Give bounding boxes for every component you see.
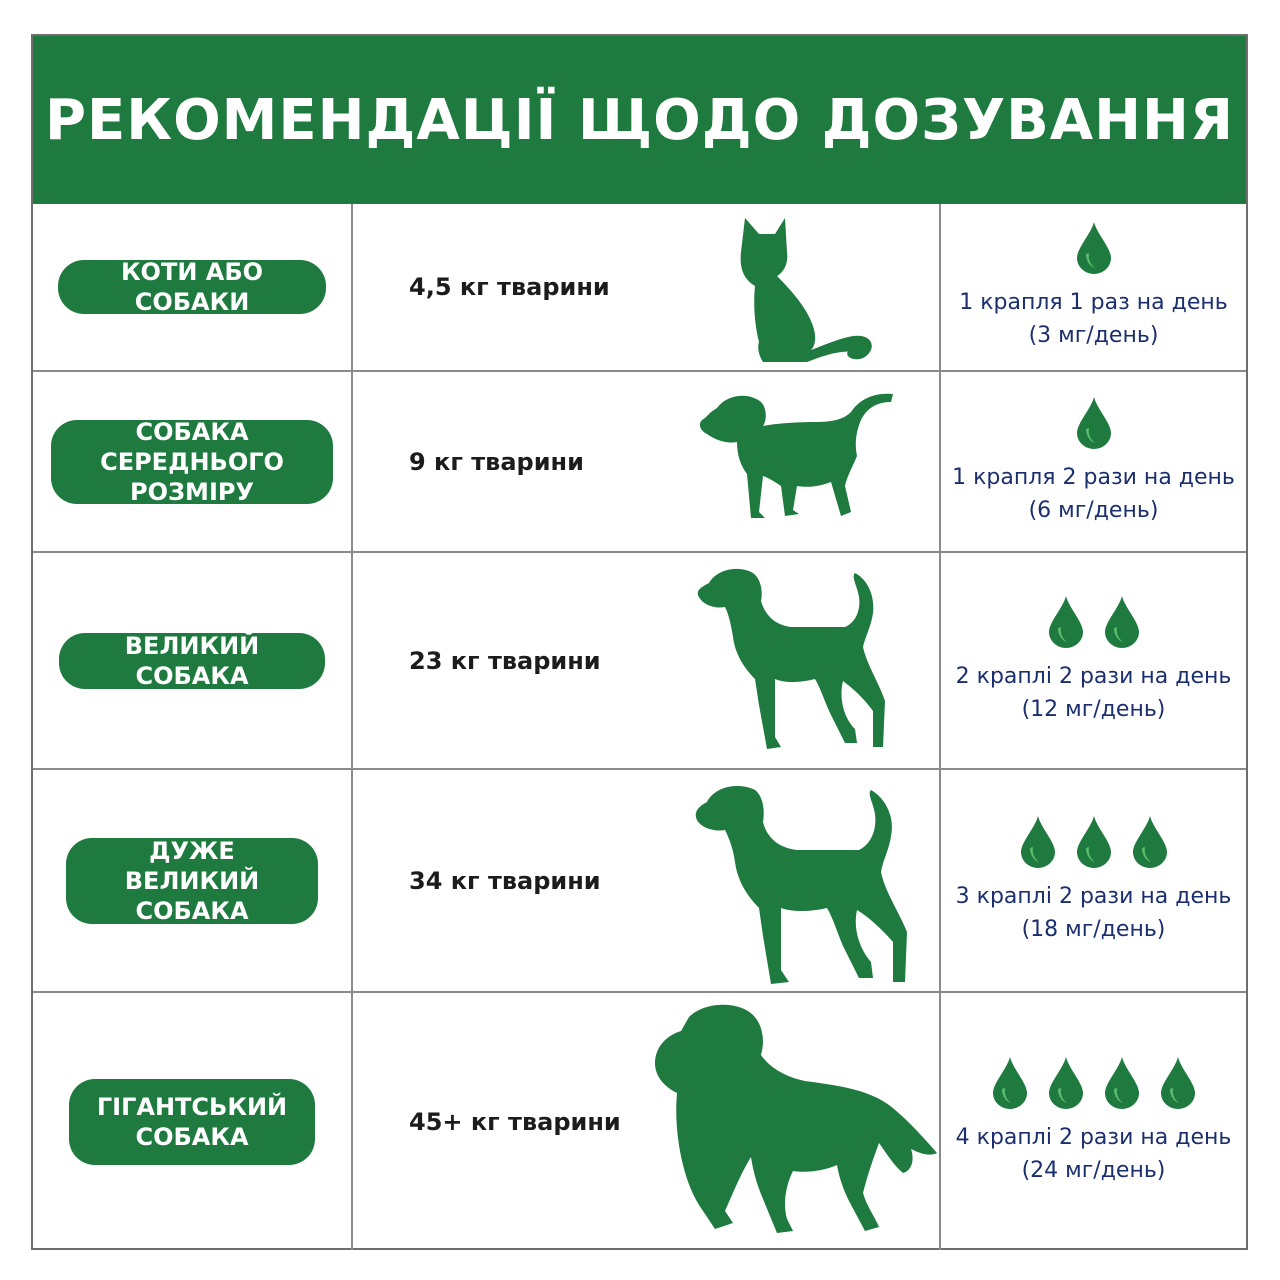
- weight-label: 45+ кг тварини: [409, 1107, 621, 1136]
- category-badge: КОТИ АБО СОБАКИ: [58, 260, 326, 314]
- drop-icon: [1077, 397, 1111, 449]
- category-badge: ВЕЛИКИЙ СОБАКА: [59, 633, 325, 689]
- dose-mg: (18 мг/день): [1021, 916, 1166, 942]
- drops-group: [1077, 222, 1111, 274]
- dose-instruction: 1 крапля 1 раз на день: [959, 290, 1228, 315]
- category-cell: [33, 993, 353, 1250]
- dose-cell: [941, 372, 1246, 553]
- category-cell: [33, 553, 353, 770]
- dosage-table-frame: [31, 34, 1248, 1250]
- drop-icon: [1105, 596, 1139, 648]
- weight-cell: [353, 204, 941, 372]
- header-banner: [33, 36, 1246, 204]
- weight-label: 34 кг тварини: [409, 866, 601, 895]
- dose-cell: [941, 204, 1246, 372]
- drops-group: [993, 1057, 1195, 1109]
- giant-dog-silhouette-icon: [653, 1001, 939, 1237]
- weight-label: 23 кг тварини: [409, 646, 601, 675]
- drops-group: [1077, 397, 1111, 449]
- very-large-dog-silhouette-icon: [693, 782, 911, 986]
- drop-icon: [1133, 816, 1167, 868]
- weight-label: 4,5 кг тварини: [409, 273, 610, 301]
- weight-label: 9 кг тварини: [409, 447, 584, 476]
- drop-icon: [1049, 596, 1083, 648]
- category-badge: СОБАКА СЕРЕДНЬОГО РОЗМІРУ: [51, 420, 333, 504]
- dose-instruction: 1 крапля 2 рази на день: [952, 464, 1235, 490]
- medium-dog-silhouette-icon: [697, 390, 897, 524]
- dose-cell: [941, 553, 1246, 770]
- dose-mg: (6 мг/день): [1028, 497, 1159, 523]
- drop-icon: [1161, 1057, 1195, 1109]
- page-title: РЕКОМЕНДАЦІЇ ЩОДО ДОЗУВАННЯ: [45, 87, 1234, 153]
- drop-icon: [993, 1057, 1027, 1109]
- drop-icon: [1077, 222, 1111, 274]
- dose-mg: (3 мг/день): [1028, 323, 1159, 348]
- dose-instruction: 3 краплі 2 рази на день: [955, 883, 1232, 909]
- category-badge: ДУЖЕ ВЕЛИКИЙ СОБАКА: [66, 838, 318, 924]
- drop-icon: [1021, 816, 1055, 868]
- drop-icon: [1077, 816, 1111, 868]
- weight-cell: [353, 372, 941, 553]
- dose-mg: (24 мг/день): [1021, 1157, 1166, 1183]
- dose-instruction: 4 краплі 2 рази на день: [955, 1124, 1232, 1150]
- large-dog-silhouette-icon: [695, 565, 891, 753]
- drops-group: [1021, 816, 1167, 868]
- weight-cell: [353, 993, 941, 1250]
- drop-icon: [1049, 1057, 1083, 1109]
- dose-cell: [941, 993, 1246, 1250]
- dose-mg: (12 мг/день): [1021, 696, 1166, 722]
- dose-instruction: 2 краплі 2 рази на день: [955, 663, 1232, 689]
- category-cell: [33, 204, 353, 372]
- dose-cell: [941, 770, 1246, 993]
- cat-silhouette-icon: [735, 214, 875, 364]
- category-cell: [33, 770, 353, 993]
- weight-cell: [353, 770, 941, 993]
- category-badge: ГІГАНТСЬКИЙ СОБАКА: [69, 1079, 315, 1165]
- drop-icon: [1105, 1057, 1139, 1109]
- dosage-grid: [33, 204, 1246, 1250]
- category-cell: [33, 372, 353, 553]
- drops-group: [1049, 596, 1139, 648]
- weight-cell: [353, 553, 941, 770]
